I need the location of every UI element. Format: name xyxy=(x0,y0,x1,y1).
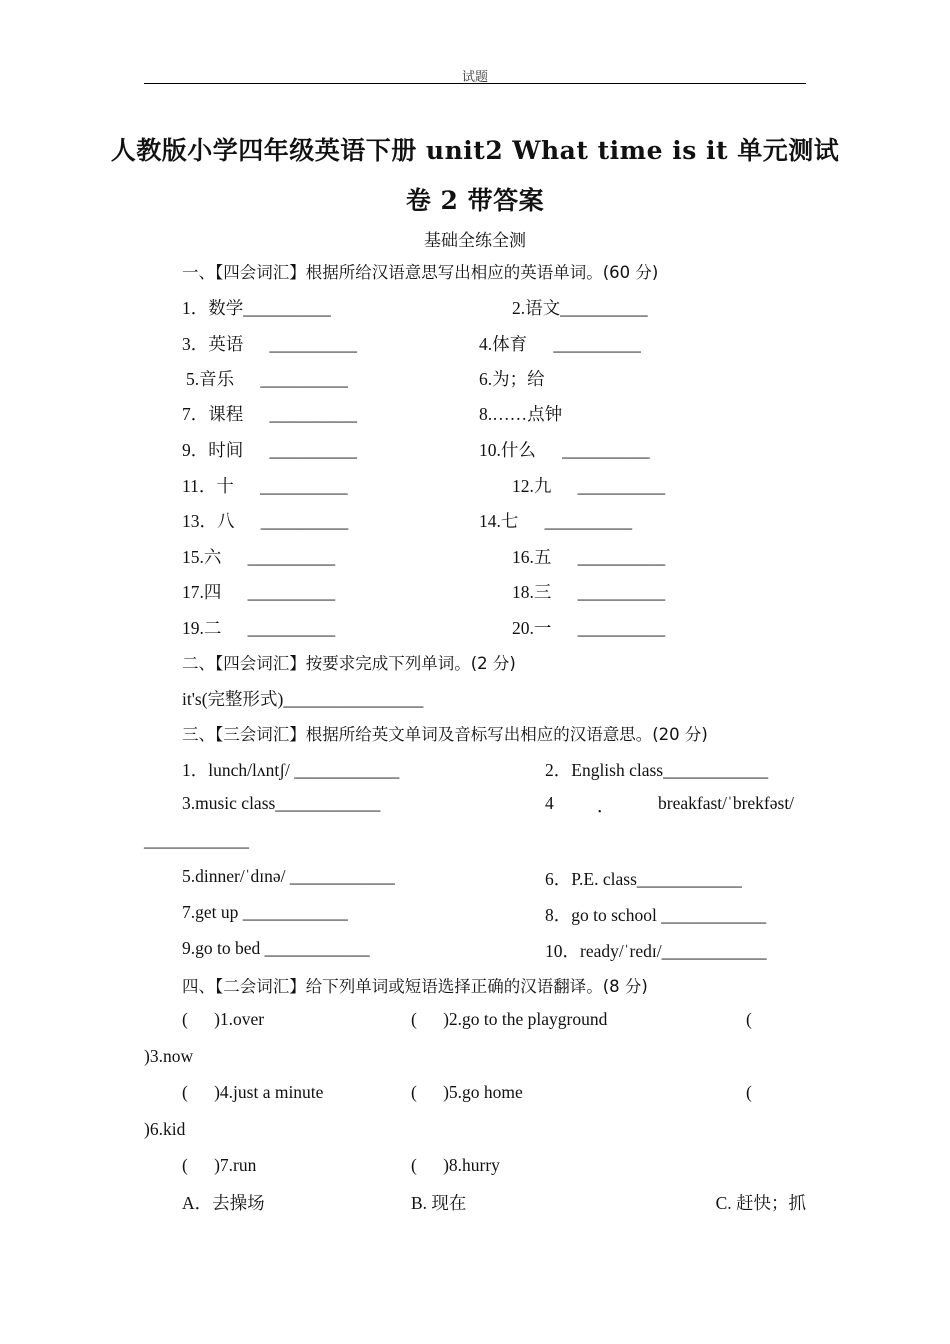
section3-item-4-number: 4 xyxy=(545,793,554,813)
section1-item-6: 6.为；给 xyxy=(479,369,545,389)
section1-item-16: 16.五 __________ xyxy=(512,547,666,567)
section1-item-13: 13．八 __________ xyxy=(182,511,349,531)
section1-item-1: 1．数学__________ xyxy=(182,298,331,318)
section2-heading: 二、【四会词汇】按要求完成下列单词。(2 分) xyxy=(182,654,516,673)
section3-item-1: 1．lunch/lʌntʃ/ ____________ xyxy=(182,760,400,780)
section1-item-9: 9．时间 __________ xyxy=(182,440,357,460)
section3-item-3: 3.music class____________ xyxy=(182,793,381,813)
section4-item-6-paren: ( xyxy=(746,1082,752,1102)
section4-item-1: ( )1.over xyxy=(182,1009,265,1029)
section1-item-7: 7．课程 __________ xyxy=(182,404,357,424)
section3-item-10: 10．ready/ˈredɪ/____________ xyxy=(545,941,767,961)
section4-item-5: ( )5.go home xyxy=(411,1082,523,1102)
section3-item-6: 6．P.E. class____________ xyxy=(545,869,742,889)
section3-heading: 三、【三会词汇】根据所给英文单词及音标写出相应的汉语意思。(20 分) xyxy=(182,725,708,744)
section4-item-6: )6.kid xyxy=(144,1119,186,1139)
section1-item-15: 15.六 __________ xyxy=(182,547,336,567)
section1-item-18: 18.三 __________ xyxy=(512,582,666,602)
page-title-line2: 卷 2 带答案 xyxy=(405,186,545,215)
section4-option-b: B. 现在 xyxy=(411,1193,467,1213)
section4-item-3-paren: ( xyxy=(746,1009,752,1029)
section4-heading: 四、【二会词汇】给下列单词或短语选择正确的汉语翻译。(8 分) xyxy=(182,977,648,996)
section4-item-7: ( )7.run xyxy=(182,1155,257,1175)
section3-item-7: 7.get up ____________ xyxy=(182,902,348,922)
section3-item-4-word: breakfast/ˈbrekfəst/ xyxy=(658,793,795,813)
section3-item-2: 2．English class____________ xyxy=(545,760,769,780)
section1-item-10: 10.什么 __________ xyxy=(479,440,650,460)
section3-item-5: 5.dinner/ˈdɪnə/ ____________ xyxy=(182,866,395,886)
page-subtitle: 基础全练全测 xyxy=(424,231,526,251)
section1-item-3: 3．英语 __________ xyxy=(182,334,357,354)
section3-item-4-blank: ____________ xyxy=(144,830,249,850)
section3-item-9: 9.go to bed ____________ xyxy=(182,938,370,958)
section3-item-8: 8．go to school ____________ xyxy=(545,905,767,925)
section1-item-17: 17.四 __________ xyxy=(182,582,336,602)
page-header: 试题 xyxy=(461,70,488,85)
section1-item-20: 20.一 __________ xyxy=(512,618,666,638)
section1-item-4: 4.体育 __________ xyxy=(479,334,641,354)
section1-item-8: 8.……点钟 xyxy=(479,404,563,424)
section1-item-14: 14.七 __________ xyxy=(479,511,633,531)
section1-item-5: 5.音乐 __________ xyxy=(186,369,348,389)
section1-item-19: 19.二 __________ xyxy=(182,618,336,638)
section3-item-4-dot: ． xyxy=(597,796,615,816)
section1-item-2: 2.语文__________ xyxy=(512,298,648,318)
section4-option-a: A．去操场 xyxy=(182,1193,265,1213)
section4-item-3: )3.now xyxy=(144,1046,194,1066)
section1-item-11: 11．十 __________ xyxy=(182,476,348,496)
header-divider xyxy=(144,83,806,84)
section1-item-12: 12.九 __________ xyxy=(512,476,666,496)
page-title-line1: 人教版小学四年级英语下册 unit2 What time is it 单元测试 xyxy=(110,136,840,165)
section4-item-4: ( )4.just a minute xyxy=(182,1082,324,1102)
section4-option-c: C. 赶快；抓 xyxy=(715,1193,806,1213)
section1-heading: 一、【四会词汇】根据所给汉语意思写出相应的英语单词。(60 分) xyxy=(182,263,659,282)
section4-item-8: ( )8.hurry xyxy=(411,1155,500,1175)
section4-item-2: ( )2.go to the playground xyxy=(411,1009,608,1029)
section2-item: it's(完整形式)________________ xyxy=(182,689,424,709)
